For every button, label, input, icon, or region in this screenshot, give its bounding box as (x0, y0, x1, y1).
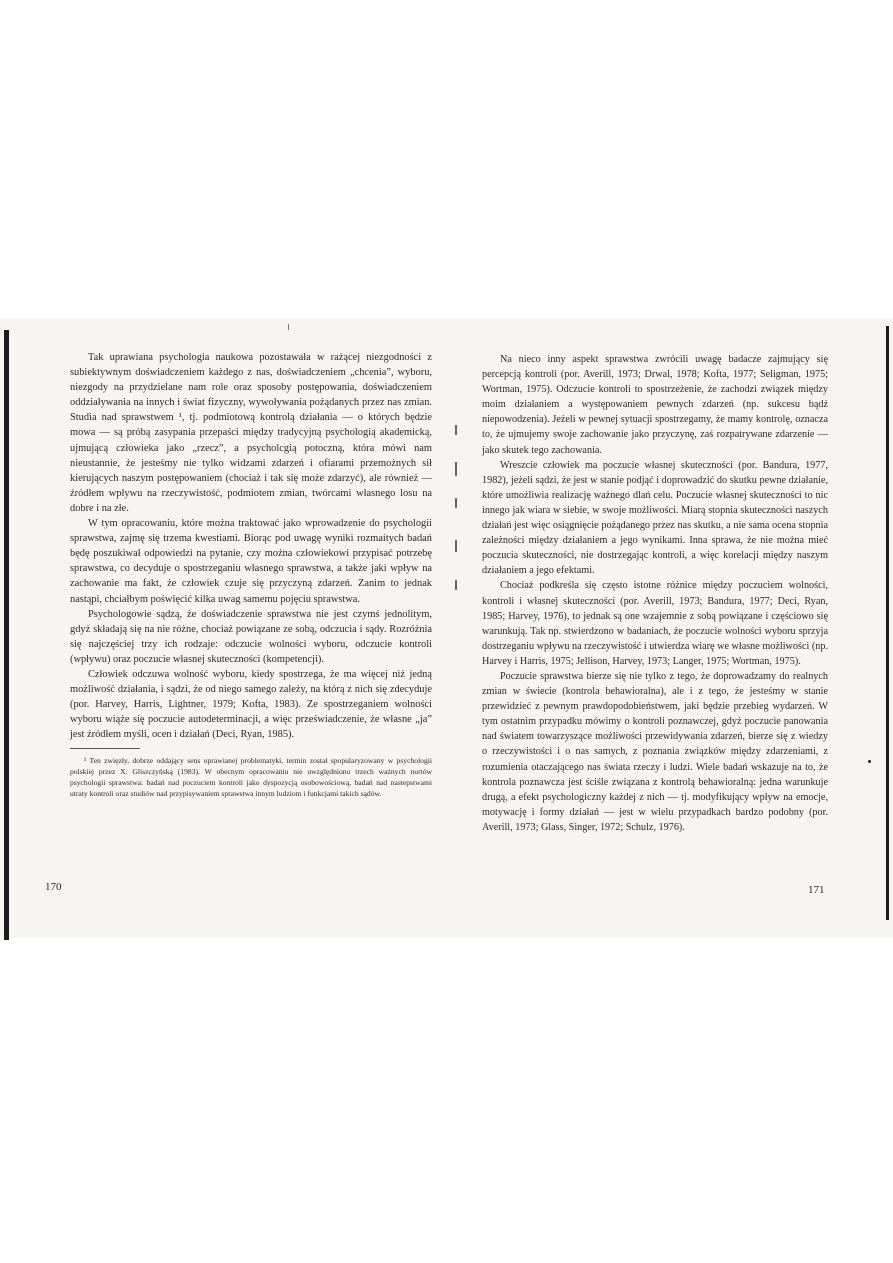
paragraph: Chociaż podkreśla się często istotne różnice między poczuciem wolności, kontroli i własnej skuteczności (por. Averill, 1973; Bandura, 1977; Deci, Ryan, 1985; Harvey, 1976), to jednak są one wzajemnie z sobą powiązane i częściowo się warunkują. Tak np. stwierdzono w badaniach, że poczucie wolności wyboru sprzyja dostrzeganiu wpływu na rzeczywistość i utwierdza wiarę we własne możliwości (np. Harvey i Harris, 1975; Jellison, Harvey, 1973; Langer, 1975; Wortman, 1975). (482, 580, 828, 667)
paragraph: Poczucie sprawstwa bierze się nie tylko z tego, że doprowadzamy do realnych zmian w świecie (kontrola behawioralna), ale i z tego, że jesteśmy w stanie przewidzieć z pewnym prawdopodobieństwem, jaki będzie przebieg wydarzeń. W tym ostatnim przypadku mówimy o kontroli poznawczej, gdyż poczucie panowania nad światem towarzyszące możliwości przewidywania zdarzeń, bierze się z wiedzy o rzeczywistości i o nas samych, z poznania związków między zdarzeniami, z rozumienia otaczającego nas świata rzeczy i ludzi. Wiele badań wskazuje na to, że kontrola poznawcza jest ściśle związana z kontrolą behawioralną: jedna warunkuje drugą, a efekt psychologiczny każdej z nich — tj. modyfikujący wpływ na emocje, motywację i formy działań — jest w wielu przypadkach bardzo podobny (por. Averill, 1973; Glass, Singer, 1972; Schulz, 1976). (482, 670, 828, 833)
gutter-mark (455, 540, 457, 552)
gutter-mark (455, 498, 457, 508)
paragraph: Psychologowie sądzą, że doświadczenie sprawstwa nie jest czymś jednolitym, gdyż składają się na nie różne, chociaż powiązane ze sobą, odczucia i sądy. Rozróżnia się najczęściej trzy ich rodzaje: odczucie wolności wyboru, odczucie kontroli (wpływu) oraz poczucie własnej skuteczności (kompetencji). (70, 608, 432, 665)
paragraph: Na nieco inny aspekt sprawstwa zwrócili uwagę badacze zajmujący się percepcją kontroli (por. Averill, 1973; Drwal, 1978; Kofta, 1977; Seligman, 1975; Wortman, 1975). Odczucie kontroli to spostrzeżenie, że zachodzi związek między moim działaniem a występowaniem pewnych zdarzeń (np. sukcesu bądź niepowodzenia). Jeżeli w pewnej sytuacji spostrzegamy, że mamy kontrolę, oznacza to, że ujmujemy swoje zachowanie jako przyczynę, zaś rozpatrywane zdarzenie — jako skutek tego zachowania. (482, 354, 828, 456)
page-number-right: 171 (808, 884, 825, 896)
paragraph: Człowiek odczuwa wolność wyboru, kiedy spostrzega, że ma więcej niż jedną możliwość działania, i sądzi, że od niego samego zależy, na którą z nich się zdecyduje (por. Harvey, Harris, Lightner, 1979; Kofta, 1983). Ze spostrzeganiem wolności wyboru wiąże się poczucie autodeterminacji, a więc przeświadczenie, że własne „ja” jest źródłem myśli, ocen i działań (Deci, Ryan, 1985). (70, 668, 432, 741)
page-number-left: 170 (45, 881, 62, 893)
scan-tick-mark (288, 324, 289, 330)
footnote-divider (70, 748, 140, 749)
paragraph: Tak uprawiana psychologia naukowa pozostawała w rażącej niezgodności z subiektywnym doświadczeniem każdego z nas, doświadczeniem „chcenia”, wyboru, niezgody na przydzielane nam role oraz sposoby postępowania, doświadczeniem oddziaływania na innych i świat fizyczny, wywoływania pożądanych przez nas zmian. Studia nad sprawstwem ¹, tj. podmiotową kontrolą działania — o których będzie mowa — są próbą zasypania przepaści między tradycyjną psychologią akademicką, ujmującą człowieka jako „rzecz”, a psycholcgią potoczną, która mówi nam nieustannie, że jesteśmy nie tylko widzami zdarzeń i ofiarami przemożnych sił kierujących naszym postępowaniem (chociaż i tak się może zdarzyć), ale również — źródłem wpływu na rzeczywistość, podmiotem zmian, twórcami własnego losu na dobre i na złe. (70, 352, 432, 514)
left-page (70, 350, 432, 799)
gutter-mark (455, 425, 457, 435)
right-page (482, 352, 828, 835)
footnote: ¹ Ten zwięzły, dobrze oddający sens uprawianej problematyki, termin został spopularyzowany w psychologii polskiej przez X. Gliszczyńską (1983). W obecnym opracowaniu nie uwzględniono trzech ważnych nurtów psychologii sprawstwa: badań nad poczuciem kontroli jako dyspozycją osobowościową, badań nad nastepstwami utraty kontroli oraz studiów nad przypisywaniem sprawstwa innym ludziom i funkcjami takich sądów. (70, 756, 432, 799)
scan-dot (868, 760, 871, 763)
paragraph: Wreszcie człowiek ma poczucie własnej skuteczności (por. Bandura, 1977, 1982), jeżeli sądzi, że jest w stanie podjąć i doprowadzić do skutku pewne działanie, które umożliwia realizację ważnego dlań celu. Poczucie własnej skuteczności to nic innego jak wiara w siebie, w swoje możliwości. Miarą stopnia skuteczności naszych działań jest więc osiągnięcie pożądanego przez nas skutku, a nie sama ocena stopnia zależności między działaniem a jego wynikami. Inna sprawa, że nie można mieć poczucia skuteczności, nie dostrzegając kontroli, a więc korelacji między naszym działaniem a jego efektami. (482, 459, 828, 577)
gutter-mark (455, 462, 457, 476)
gutter-mark (455, 580, 457, 590)
right-scan-edge (886, 326, 889, 920)
left-scan-edge (4, 330, 9, 940)
paragraph: W tym opracowaniu, które można traktować jako wprowadzenie do psychologii sprawstwa, zajmę się trzema kwestiami. Biorąc pod uwagę wyniki rozmaitych badań będę poszukiwał odpowiedzi na pytanie, czy można człowiekowi przypisać potrzebę sprawstwa, co decyduje o spostrzeganiu własnego sprawstwa, a także jaki wpływ na zachowanie ma fakt, że człowiek czuje się przyczyną zdarzeń. Zanim to jednak nastąpi, chciałbym poświęcić kilka uwag samemu pojęciu sprawstwa. (70, 518, 432, 605)
